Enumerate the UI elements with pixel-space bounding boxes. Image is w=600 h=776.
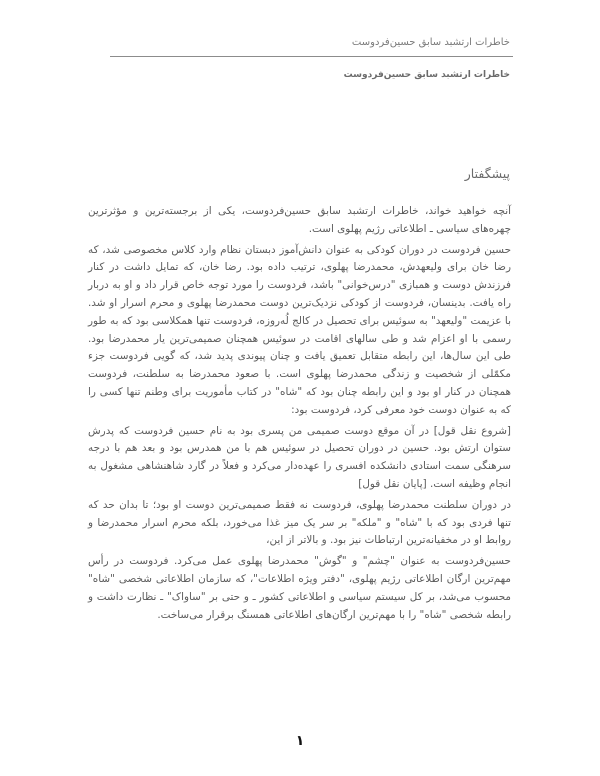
paragraph: حسین فردوست در دوران کودکی به عنوان دانش‌آموز دبستان نظام وارد کلاس مخصوصی شد، که رضا خان برای ولیعهدش، محمدرضا پهلوی، ترتیب داده بود. رضا خان، که تمایل داشت در کنار فرزندش دوست و همبازی "درس‌خوانی" باشد، فردوست را مورد توجه خاص قرار داد و او به دربار راه یافت. بدینسان، فردوست از کودکی نزدیک‌ترین دوست محمدرضا پهلوی و محرم اسرار او شد. با عزیمت "ولیعهد" به سوئیس برای تحصیل در کالج لُه‌روزه، فردوست تنها همکلاسی بود که به طور رسمی با او اعزام شد و طی سالهای اقامت در سوئیس همچنان صمیمی‌ترین یار محمدرضا بود. طی این سال‌ها، این رابطه متقابل تعمیق یافت و چنان پیوندی پدید شد، که گویی فردوست جزء مکمّلی از شخصیت و زندگی محمدرضا پهلوی است. با صعود محمدرضا به سلطنت، فردوست همچنان در کنار او بود و این رابطه چنان بود که "شاه" در کتاب مأموریت برای وطنم تنها کسی را که به عنوان دوست خود معرفی کرد، فردوست بود:: [88, 243, 511, 416]
paragraph: آنچه خواهید خواند، خاطرات ارتشبد سابق حسین‌فردوست، یکی از برجسته‌ترین و مؤثرترین چهره‌های سیاسی ـ اطلاعاتی رژیم پهلوی است.: [88, 205, 511, 235]
section-heading: پیشگفتار: [464, 166, 510, 181]
header-rule: [110, 56, 513, 57]
body-text: [88, 203, 511, 627]
book-title: خاطرات ارتشبد سابق حسین‌فردوست: [343, 70, 510, 80]
paragraph: حسین‌فردوست به عنوان "چشم" و "گوش" محمدرضا پهلوی عمل می‌کرد. فردوست در رأس مهم‌ترین ارگان اطلاعاتی رژیم پهلوی، "دفتر ویژه اطلاعات"، که سازمان اطلاعاتی شخصی "شاه" محسوب می‌شد، بر کل سیستم سیاسی و اطلاعاتی کشور ـ و حتی بر "ساواک" ـ نظارت داشت و رابطه شخصی "شاه" را با مهم‌ترین ارگان‌های اطلاعاتی همسنگ برقرار می‌ساخت.: [88, 555, 511, 621]
quote-paragraph: [شروع نقل قول] در آن موقع دوست صمیمی من پسری بود به نام حسین فردوست که پدرش ستوان ارتش بود. حسین در دوران تحصیل در سوئیس هم با من همدرس بود و بعد هم با درجه سرهنگی سمت استادی دانشکده افسری را عهده‌دار می‌کرد و فعلاً در گارد شاهنشاهی مشغول به انجام وظیفه است. [پایان نقل قول]: [88, 424, 511, 490]
running-header: خاطرات ارتشبد سابق حسین‌فردوست: [351, 37, 510, 48]
page-number: ۱: [295, 733, 305, 749]
paragraph: در دوران سلطنت محمدرضا پهلوی، فردوست نه فقط صمیمی‌ترین دوست او بود؛ تا بدان حد که تنها فردی بود که با "شاه" و "ملکه" بر سر یک میز غذا می‌خورد، بلکه محرم اسرار محمدرضا و روابط او در مخفیانه‌ترین ارتباطات نیز بود. و بالاتر از این،: [88, 498, 511, 547]
